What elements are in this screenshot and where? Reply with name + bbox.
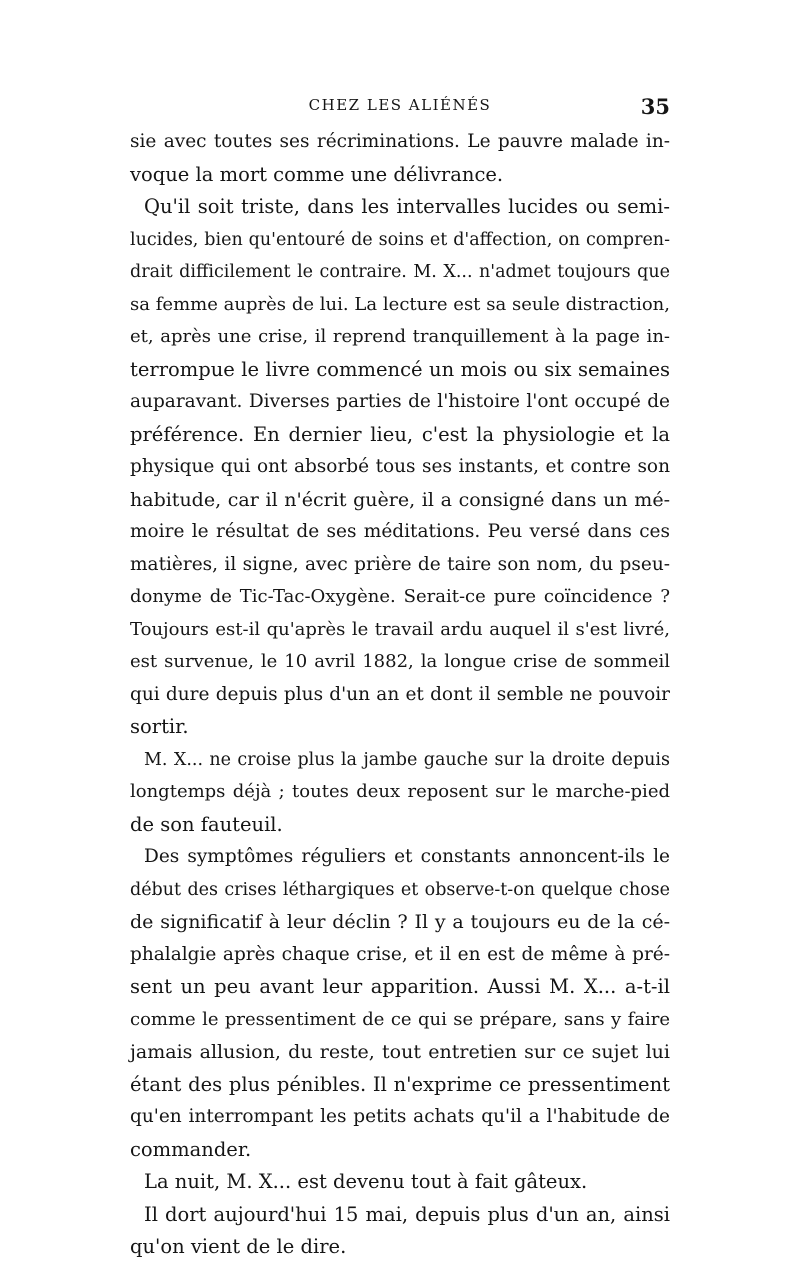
text-line: sa femme auprès de lui. La lecture est sa seule distraction,: [130, 293, 670, 315]
text-line: jamais allusion, du reste, tout entretien sur ce sujet lui: [130, 1041, 670, 1063]
text-line: La nuit, M. X... est devenu tout à fait gâteux.: [144, 1170, 588, 1193]
text-line: Qu'il soit triste, dans les intervalles lucides ou semi-: [144, 195, 670, 218]
text-line: longtemps déjà ; toutes deux reposent sur le marche-pied: [130, 781, 670, 802]
text-line: phalalgie après chaque crise, et il en est de même à pré-: [130, 943, 670, 965]
text-line: sent un peu avant leur apparition. Aussi M. X... a-t-il: [130, 975, 670, 998]
text-line: donyme de Tic-Tac-Oxygène. Serait-ce pure coïncidence ?: [130, 586, 670, 607]
text-line: étant des plus pénibles. Il n'exprime ce pressentiment: [130, 1072, 670, 1096]
text-line: qu'en interrompant les petits achats qu'il a l'habitude de: [130, 1106, 670, 1127]
text-line: Il dort aujourd'hui 15 mai, depuis plus d'un an, ainsi: [144, 1202, 670, 1226]
text-line: sortir.: [130, 715, 189, 738]
text-line: début des crises léthargiques et observe-t-on quelque chose: [130, 879, 670, 900]
running-head: [130, 96, 670, 126]
text-line: M. X... ne croise plus la jambe gauche sur la droite depuis: [144, 749, 670, 770]
text-line: terrompue le livre commencé un mois ou six semaines: [130, 357, 670, 381]
text-line: matières, il signe, avec prière de taire son nom, du pseu-: [130, 553, 670, 575]
text-line: est survenue, le 10 avril 1882, la longue crise de sommeil: [130, 651, 670, 672]
text-line: commander.: [130, 1137, 252, 1161]
text-line: Toujours est-il qu'après le travail ardu auquel il s'est livré,: [130, 618, 670, 640]
text-line: qu'on vient de le dire.: [130, 1235, 347, 1258]
text-line: sie avec toutes ses récriminations. Le pauvre malade in-: [130, 131, 670, 152]
text-line: moire le résultat de ses méditations. Peu versé dans ces: [130, 521, 670, 542]
text-line: comme le pressentiment de ce qui se prépare, sans y faire: [130, 1008, 670, 1030]
page-number: 35: [640, 94, 670, 119]
text-line: Des symptômes réguliers et constants annoncent-ils le: [144, 846, 670, 867]
text-line: qui dure depuis plus d'un an et dont il semble ne pouvoir: [130, 683, 670, 705]
text-line: de son fauteuil.: [130, 812, 283, 836]
text-line: auparavant. Diverses parties de l'histoire l'ont occupé de: [130, 391, 670, 412]
text-line: préférence. En dernier lieu, c'est la physiologie et la: [130, 422, 670, 446]
text-line: et, après une crise, il reprend tranquillement à la page in-: [130, 326, 670, 347]
text-line: lucides, bien qu'entouré de soins et d'affection, on compren-: [130, 229, 670, 250]
running-title: CHEZ LES ALIÉNÉS: [308, 96, 492, 114]
text-line: physique qui ont absorbé tous ses instants, et contre son: [130, 456, 670, 477]
text-line: voque la mort comme une délivrance.: [130, 162, 504, 186]
text-line: habitude, car il n'écrit guère, il a consigné dans un mé-: [130, 488, 670, 511]
text-line: de significatif à leur déclin ? Il y a toujours eu de la cé-: [130, 911, 670, 933]
text-line: drait difficilement le contraire. M. X... n'admet toujours que: [130, 262, 670, 282]
body-text: [130, 126, 670, 1264]
